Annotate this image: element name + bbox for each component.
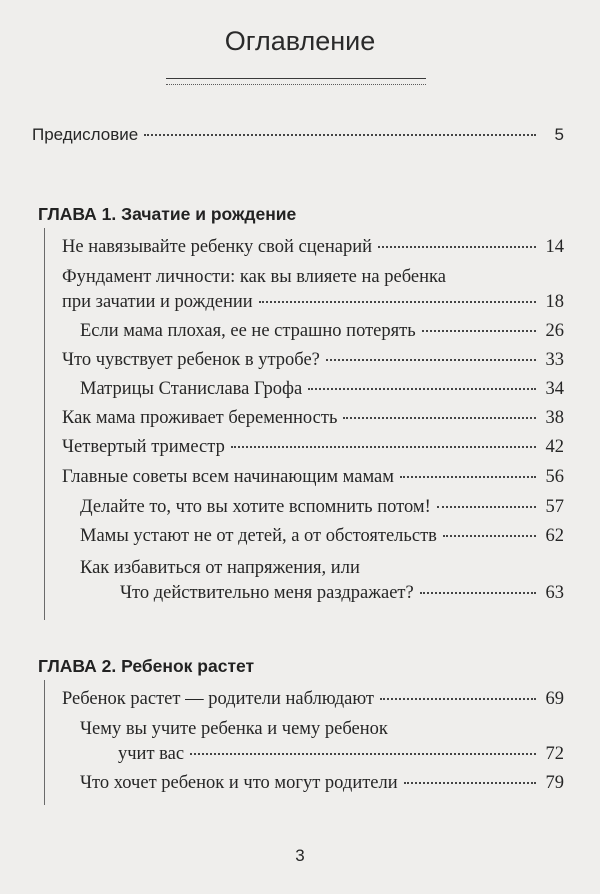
toc-subentry[interactable] xyxy=(80,525,564,547)
dot-leader xyxy=(343,417,536,419)
toc-entry[interactable] xyxy=(62,688,564,710)
toc-entry-preface[interactable] xyxy=(32,124,564,146)
entry-page: 33 xyxy=(545,350,564,370)
chapter-heading: ГЛАВА 2. Ребенок растет xyxy=(38,656,255,676)
dot-leader xyxy=(259,301,536,303)
entry-page: 14 xyxy=(545,237,564,257)
entry-page: 5 xyxy=(554,125,564,144)
toc-entry[interactable] xyxy=(62,436,564,458)
toc-subentry[interactable] xyxy=(80,772,564,794)
entry-page: 34 xyxy=(545,379,564,399)
page-title: Оглавление xyxy=(224,26,376,56)
entry-page: 38 xyxy=(545,408,564,428)
entry-title: Если мама плохая, ее не страшно потерять xyxy=(80,321,416,341)
entry-title: Главные советы всем начинающим мамам xyxy=(62,467,394,487)
toc-subentry[interactable] xyxy=(80,378,564,400)
toc-entry[interactable] xyxy=(62,407,564,429)
entry-page: 57 xyxy=(545,497,564,517)
dot-leader xyxy=(443,535,536,537)
entry-title-line1[interactable]: Как избавиться от напряжения, или xyxy=(80,558,360,578)
entry-title: Мамы устают не от детей, а от обстоятельств xyxy=(80,526,437,546)
dot-leader xyxy=(190,753,536,755)
entry-title: Не навязывайте ребенку свой сценарий xyxy=(62,237,372,257)
dot-leader xyxy=(404,782,536,784)
entry-page: 26 xyxy=(545,321,564,341)
entry-title: Ребенок растет — родители наблюдают xyxy=(62,689,374,709)
entry-title: Что хочет ребенок и что могут родители xyxy=(80,773,398,793)
entry-title: Четвертый триместр xyxy=(62,437,225,457)
chapter-heading: ГЛАВА 1. Зачатие и рождение xyxy=(38,204,297,224)
chapter-bar xyxy=(44,680,45,805)
chapter-bar xyxy=(44,228,45,620)
entry-title: Что чувствует ребенок в утробе? xyxy=(62,350,320,370)
dot-leader xyxy=(326,359,536,361)
dot-leader xyxy=(144,134,536,136)
toc-entry[interactable] xyxy=(62,466,564,488)
toc-entry[interactable] xyxy=(62,349,564,371)
dot-leader xyxy=(380,698,536,700)
entry-page: 69 xyxy=(545,689,564,709)
dot-leader xyxy=(437,506,536,508)
toc-entry[interactable] xyxy=(62,291,564,313)
dot-leader xyxy=(231,446,536,448)
dot-leader xyxy=(400,476,536,478)
dot-leader xyxy=(420,592,536,594)
toc-subentry[interactable] xyxy=(120,582,564,604)
entry-title: Что действительно меня раздражает? xyxy=(120,583,414,603)
title-dotted-rule xyxy=(166,84,426,85)
entry-title: учит вас xyxy=(118,744,185,764)
toc-entry[interactable] xyxy=(62,236,564,258)
entry-title: Как мама проживает беременность xyxy=(62,408,338,428)
toc-subentry[interactable] xyxy=(80,496,564,518)
toc-subentry[interactable] xyxy=(118,743,564,765)
entry-page: 63 xyxy=(545,583,564,603)
entry-title: Матрицы Станислава Грофа xyxy=(80,379,303,399)
dot-leader xyxy=(308,388,536,390)
entry-title-line1[interactable]: Фундамент личности: как вы влияете на ребенка xyxy=(62,267,446,287)
entry-page: 56 xyxy=(545,467,564,487)
entry-page: 18 xyxy=(545,292,564,312)
entry-page: 42 xyxy=(545,437,564,457)
entry-title-line1[interactable]: Чему вы учите ребенка и чему ребенок xyxy=(80,719,388,739)
title-rule xyxy=(166,78,426,79)
entry-page: 79 xyxy=(545,773,564,793)
entry-title: при зачатии и рождении xyxy=(62,292,253,312)
dot-leader xyxy=(378,246,536,248)
entry-page: 62 xyxy=(545,526,564,546)
toc-subentry[interactable] xyxy=(80,320,564,342)
entry-title: Предисловие xyxy=(32,125,139,144)
page-number: 3 xyxy=(295,846,305,865)
dot-leader xyxy=(422,330,536,332)
entry-page: 72 xyxy=(545,744,564,764)
entry-title: Делайте то, что вы хотите вспомнить потом! xyxy=(80,497,431,517)
